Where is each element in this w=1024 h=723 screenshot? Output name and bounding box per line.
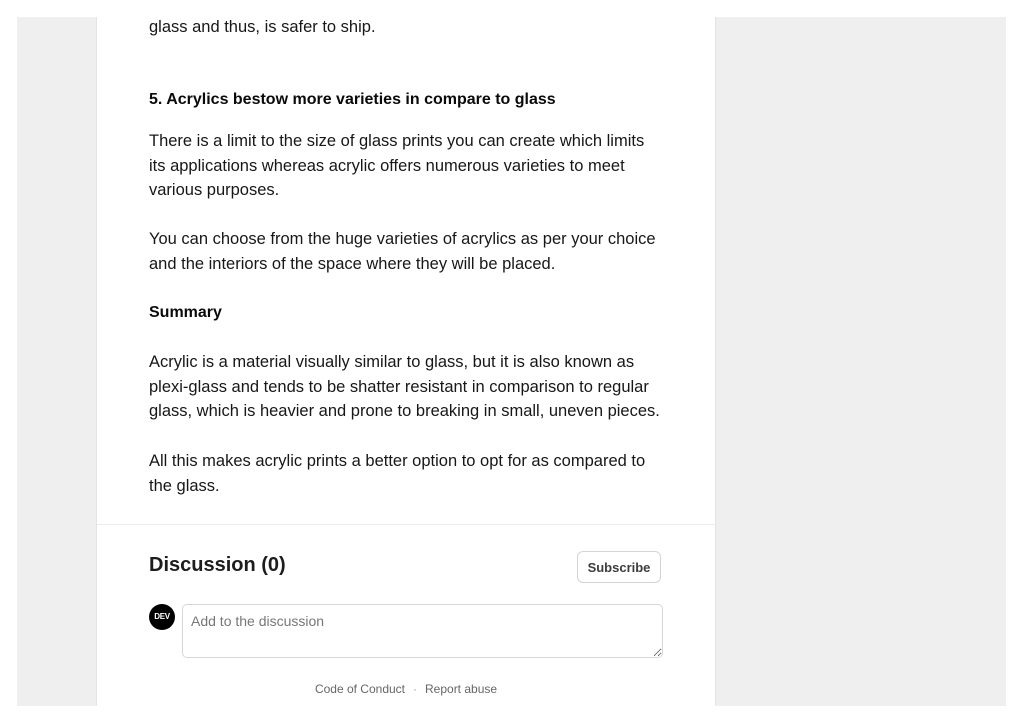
separator-dot: · — [413, 682, 417, 696]
subscribe-button[interactable]: Subscribe — [577, 551, 661, 583]
article-card — [96, 17, 716, 706]
comment-input[interactable] — [182, 604, 663, 658]
article-paragraph: Acrylic is a material visually similar to glass, but it is also known as plexi-glass and tends to be shatter resistant in comparison to regular glass, which is heavier and prone to breaking in small, uneven pieces. — [149, 353, 660, 421]
section-heading: Summary — [149, 304, 222, 321]
section-divider — [97, 524, 715, 525]
article-paragraph: There is a limit to the size of glass prints you can create which limits its applications whereas acrylic offers numerous varieties to meet various purposes. — [149, 132, 645, 200]
report-abuse-link[interactable]: Report abuse — [425, 682, 498, 696]
article-paragraph: All this makes acrylic prints a better option to opt for as compared to the glass. — [149, 452, 646, 495]
page-viewport — [17, 17, 1006, 706]
discussion-footer — [97, 682, 715, 696]
code-of-conduct-link[interactable]: Code of Conduct — [314, 682, 405, 696]
discussion-title: Discussion (0) — [149, 554, 286, 576]
article-paragraph: You can choose from the huge varieties of acrylics as per your choice and the interiors of the space where they will be placed. — [149, 230, 656, 273]
section-heading: 5. Acrylics bestow more varieties in compare to glass — [149, 91, 556, 108]
avatar: DEV — [149, 604, 175, 630]
article-paragraph: glass and thus, is safer to ship. — [149, 18, 376, 36]
